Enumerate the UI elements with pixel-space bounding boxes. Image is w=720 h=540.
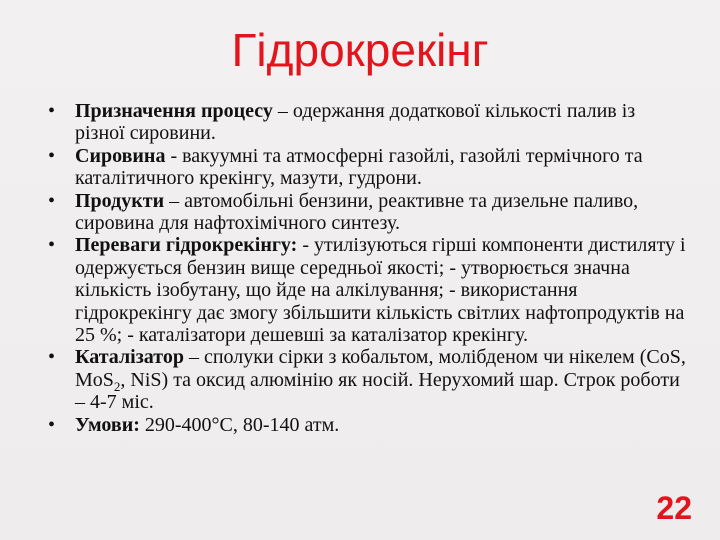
bullet-purpose	[48, 100, 688, 145]
bullet-text: – одержання додаткової кількості палив із різної сировини.	[75, 100, 636, 145]
bullet-label: Призначення процесу	[75, 100, 273, 122]
bullet-text: – сполуки сірки з кобальтом, молібденом чи нікелем (CoS, MoS	[75, 346, 686, 391]
bullet-advantages	[48, 234, 688, 346]
bullet-catalyst	[48, 346, 688, 413]
bullet-text: - вакуумні та атмосферні газойлі, газойлі термічного та каталітичного крекінгу, мазути, гудрони.	[75, 144, 643, 190]
bullet-label: Продукти	[75, 189, 165, 212]
bullet-label: Умови:	[75, 413, 140, 436]
bullet-feedstock	[48, 145, 688, 190]
bullet-text: - утилізуються гірші компоненти дистиляту і одержується бензин вище середньої якості; - утворюється значна кількість ізобутану, що йде на алкілування; - використання гідрокрекінгу дає змогу збільшити кількість світлих нафтопродуктів на 25 %; - каталізатори дешевші за каталізатор крекінгу.	[75, 234, 686, 347]
bullet-conditions	[48, 414, 688, 436]
subscript-2: 2	[113, 378, 121, 394]
bullet-text: , NiS) та оксид алюмінію як носій. Нерухомий шар. Строк роботи – 4-7 міс.	[75, 368, 680, 414]
bullet-text: 290-400°С, 80-140 атм.	[139, 413, 340, 436]
slide-title: Гідрокрекінг	[231, 24, 489, 76]
bullet-label: Каталізатор	[75, 346, 184, 369]
bullet-products	[48, 190, 688, 235]
bullet-list	[48, 100, 688, 436]
bullet-text: – автомобільні бензини, реактивне та дизельне паливо, сировина для нафтохімічного синтезу.	[75, 189, 639, 235]
bullet-label: Сировина	[75, 144, 166, 167]
page-number: 22	[656, 490, 692, 526]
bullet-label: Переваги гідрокрекінгу:	[75, 234, 298, 257]
